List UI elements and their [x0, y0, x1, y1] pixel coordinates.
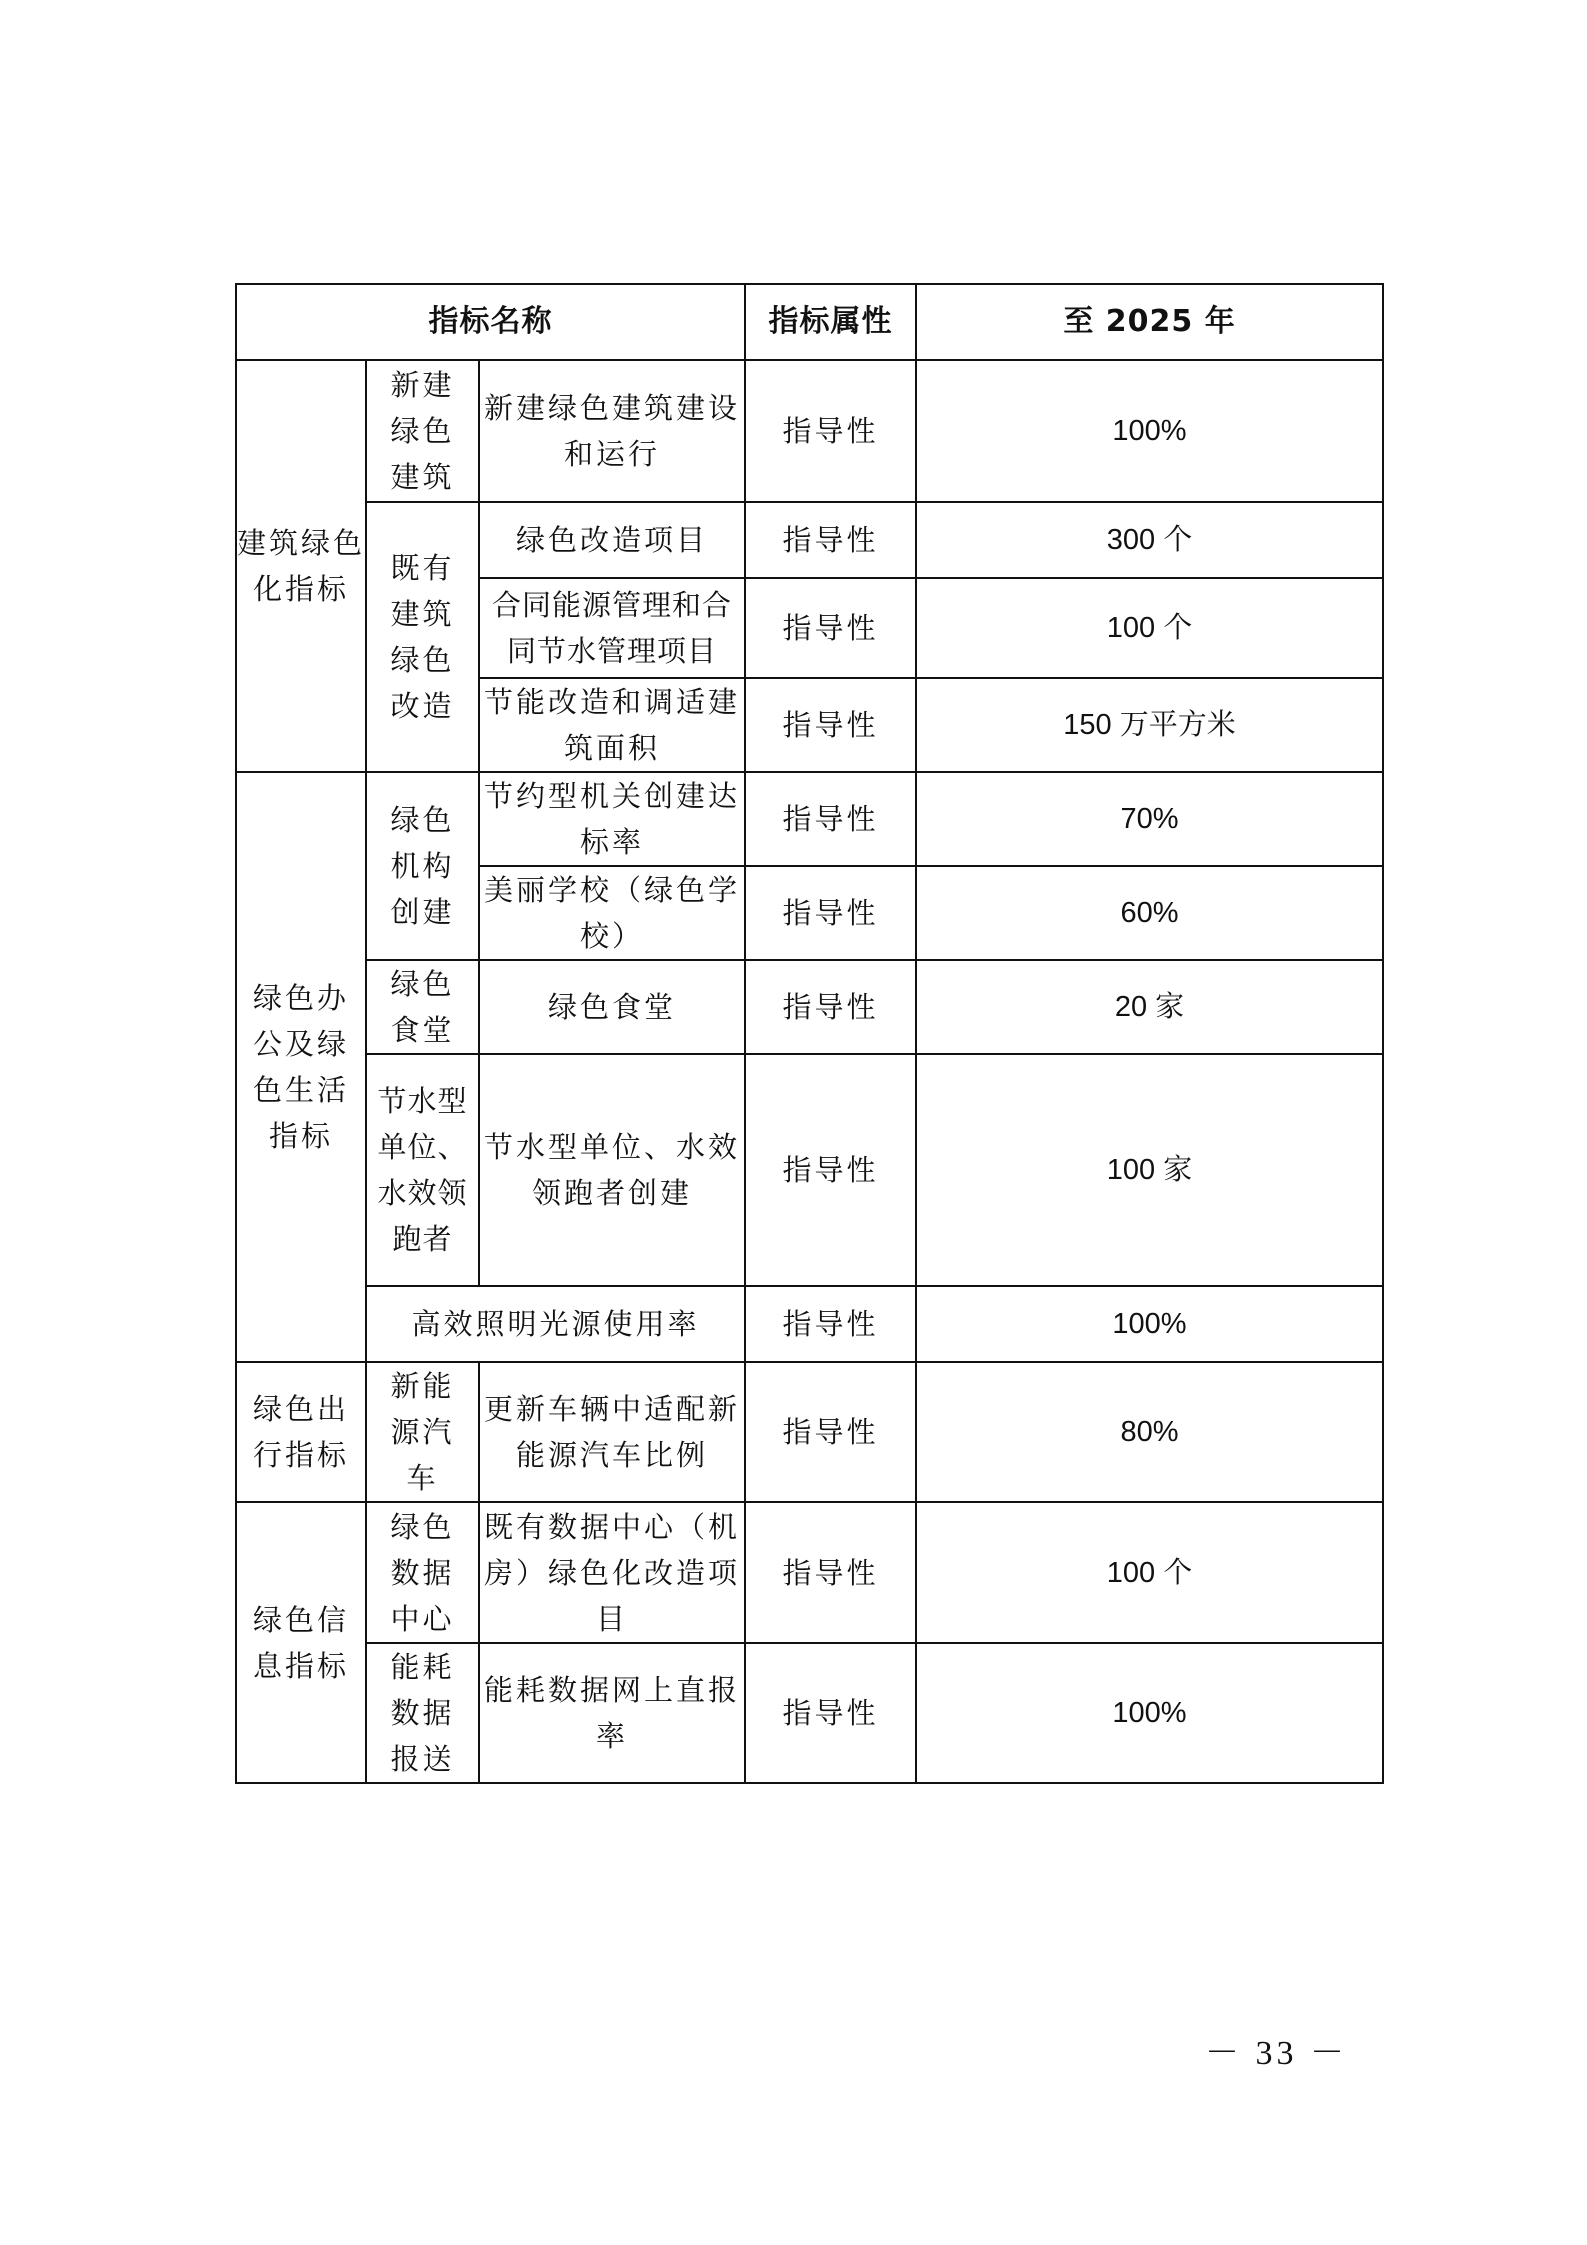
- attribute-cell: 指导性: [745, 678, 916, 772]
- subcategory-cell: 绿色机构创建: [366, 772, 479, 960]
- attribute-cell: 指导性: [745, 578, 916, 678]
- item-cell: 绿色食堂: [479, 960, 745, 1054]
- target-cell: 100 个: [916, 578, 1383, 678]
- header-target: 至 2025 年: [916, 284, 1383, 360]
- category-cell: 绿色信息指标: [236, 1502, 366, 1783]
- subcategory-cell: 节水型单位、水效领跑者: [366, 1054, 479, 1286]
- item-cell: 合同能源管理和合同节水管理项目: [479, 578, 745, 678]
- item-cell: 节水型单位、水效领跑者创建: [479, 1054, 745, 1286]
- attribute-cell: 指导性: [745, 1502, 916, 1643]
- target-cell: 60%: [916, 866, 1383, 960]
- subcategory-cell: 绿色食堂: [366, 960, 479, 1054]
- target-cell: 300 个: [916, 502, 1383, 578]
- table-row: [236, 1362, 1383, 1502]
- table-row: [236, 960, 1383, 1054]
- table-row: [236, 1286, 1383, 1362]
- target-cell: 150 万平方米: [916, 678, 1383, 772]
- item-cell: 高效照明光源使用率: [366, 1286, 745, 1362]
- item-cell: 绿色改造项目: [479, 502, 745, 578]
- subcategory-cell: 新建绿色建筑: [366, 360, 479, 502]
- header-attribute: 指标属性: [745, 284, 916, 360]
- attribute-cell: 指导性: [745, 1286, 916, 1362]
- item-cell: 美丽学校（绿色学校）: [479, 866, 745, 960]
- target-cell: 20 家: [916, 960, 1383, 1054]
- attribute-cell: 指导性: [745, 1643, 916, 1783]
- attribute-cell: 指导性: [745, 960, 916, 1054]
- category-cell: 绿色办公及绿色生活指标: [236, 772, 366, 1362]
- table-row: [236, 772, 1383, 866]
- category-cell: 绿色出行指标: [236, 1362, 366, 1502]
- target-cell: 100 个: [916, 1502, 1383, 1643]
- subcategory-cell: 新能源汽车: [366, 1362, 479, 1502]
- target-cell: 100%: [916, 360, 1383, 502]
- target-cell: 100%: [916, 1643, 1383, 1783]
- header-name: 指标名称: [236, 284, 745, 360]
- table-row: [236, 1643, 1383, 1783]
- subcategory-cell: 能耗数据报送: [366, 1643, 479, 1783]
- item-cell: 新建绿色建筑建设和运行: [479, 360, 745, 502]
- item-cell: 节约型机关创建达标率: [479, 772, 745, 866]
- item-cell: 能耗数据网上直报率: [479, 1643, 745, 1783]
- indicator-table: [235, 283, 1384, 1784]
- attribute-cell: 指导性: [745, 360, 916, 502]
- category-cell: 建筑绿色化指标: [236, 360, 366, 772]
- target-cell: 70%: [916, 772, 1383, 866]
- table-row: [236, 502, 1383, 578]
- target-cell: 80%: [916, 1362, 1383, 1502]
- target-cell: 100%: [916, 1286, 1383, 1362]
- table-row: [236, 360, 1383, 502]
- attribute-cell: 指导性: [745, 772, 916, 866]
- attribute-cell: 指导性: [745, 866, 916, 960]
- target-cell: 100 家: [916, 1054, 1383, 1286]
- attribute-cell: 指导性: [745, 502, 916, 578]
- item-cell: 节能改造和调适建筑面积: [479, 678, 745, 772]
- table-row: [236, 1502, 1383, 1643]
- subcategory-cell: 绿色数据中心: [366, 1502, 479, 1643]
- item-cell: 既有数据中心（机房）绿色化改造项目: [479, 1502, 745, 1643]
- item-cell: 更新车辆中适配新能源汽车比例: [479, 1362, 745, 1502]
- page-number: － 33 －: [1205, 2035, 1348, 2072]
- table-row: [236, 1054, 1383, 1286]
- attribute-cell: 指导性: [745, 1054, 916, 1286]
- subcategory-cell: 既有建筑绿色改造: [366, 502, 479, 772]
- table-header-row: [236, 284, 1383, 360]
- attribute-cell: 指导性: [745, 1362, 916, 1502]
